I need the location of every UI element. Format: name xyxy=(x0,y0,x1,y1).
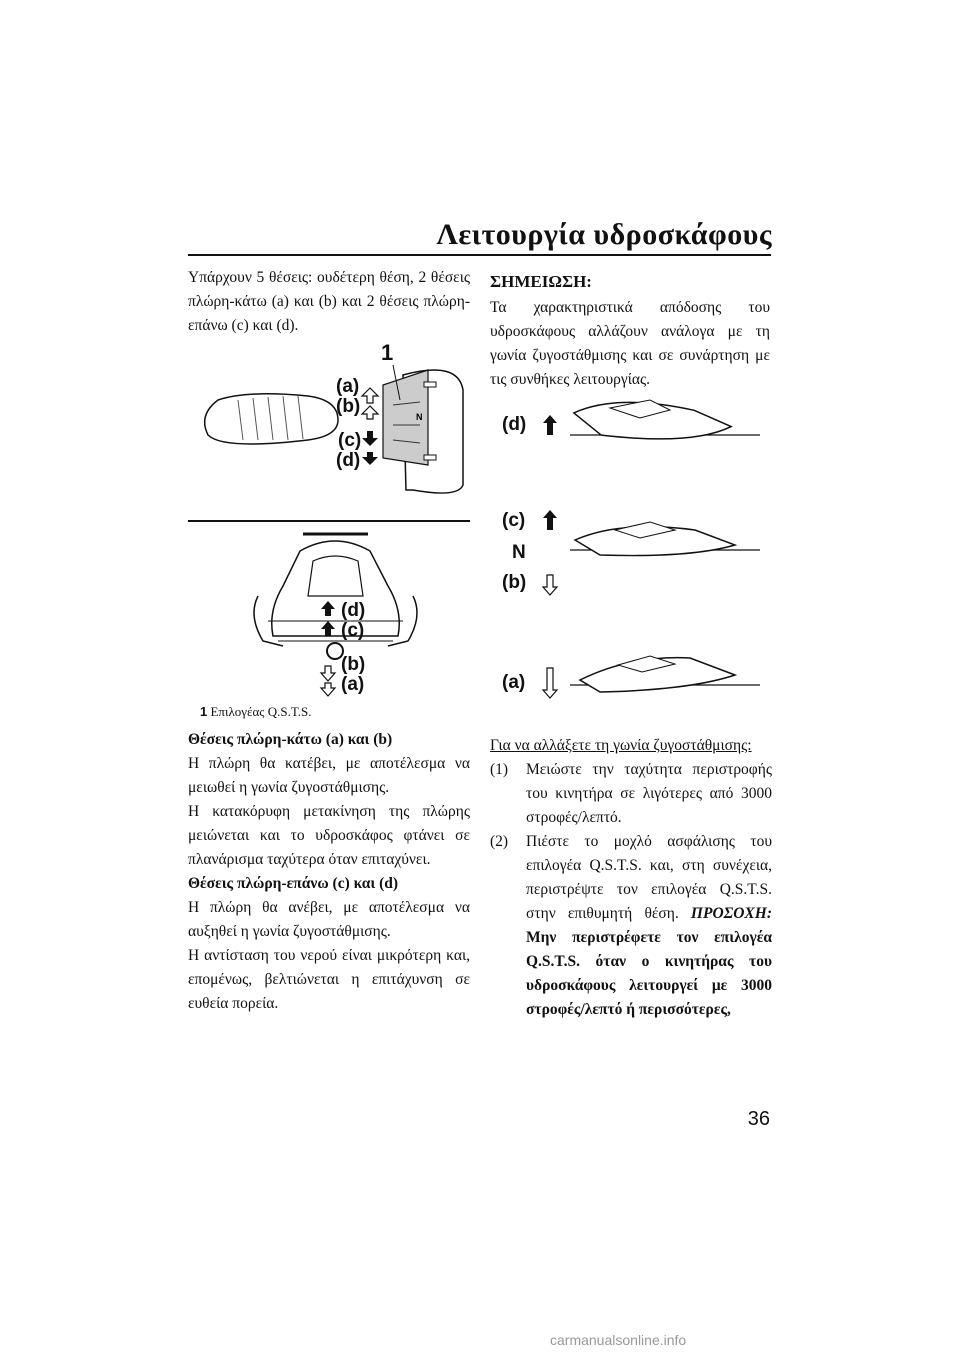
fig2-label-a: (a) xyxy=(341,674,365,695)
caption-text: Επιλογέας Q.S.T.S. xyxy=(210,704,312,719)
heading-bow-down: Θέσεις πλώρη-κάτω (a) και (b) xyxy=(188,731,393,748)
step-1-text: Μειώστε την ταχύτητα περιστροφής του κινητήρα σε λιγότερες από 3000 στροφές/λεπτό. xyxy=(526,761,772,826)
fig2-label-b: (b) xyxy=(341,654,366,675)
figure-caption xyxy=(200,704,312,720)
svg-text:N: N xyxy=(416,412,423,422)
page-header-title: Λειτουργία υδροσκάφους xyxy=(436,218,772,251)
left-body xyxy=(188,728,470,1016)
fig3-label-a: (a) xyxy=(502,672,526,693)
para-bow-up-1: Η πλώρη θα ανέβει, με αποτέλεσμα να αυξηθεί η γωνία ζυγοστάθμισης. xyxy=(188,899,470,940)
caption-number: 1 xyxy=(200,704,208,719)
intro-text: Υπάρχουν 5 θέσεις: ουδέτερη θέση, 2 θέσεις πλώρη-κάτω (a) και (b) και 2 θέσεις πλώρη-επάνω (c) και (d). xyxy=(188,269,470,334)
caution-label: ΠΡΟΣΟΧΗ: xyxy=(690,905,772,922)
note-text: Τα χαρακτηριστικά απόδοσης του υδροσκάφους αλλάζουν ανάλογα με τη γωνία ζυγοστάθμισης και σε συνάρτηση με τις συνθήκες λειτουργίας. xyxy=(490,299,770,388)
figure-top-view xyxy=(188,526,470,698)
para-bow-up-2: Η αντίσταση του νερού είναι μικρότερη και, επομένως, βελτιώνεται η επιτάχυνση σε ευθεία πορεία. xyxy=(188,947,470,1012)
para-bow-down-2: Η κατακόρυφη μετακίνηση της πλώρης μειώνεται και το υδροσκάφος φτάνει σε πλανάρισμα ταχύτερα όταν επιταχύνει. xyxy=(188,803,470,868)
fig3-label-n: N xyxy=(512,542,526,563)
step-2 xyxy=(490,830,772,1022)
instructions-block xyxy=(490,734,772,1022)
note-heading: ΣΗΜΕΙΩΣΗ: xyxy=(490,272,592,291)
fig1-label-d: (d) xyxy=(336,450,361,471)
fig3-label-c: (c) xyxy=(502,510,526,531)
howto-title: Για να αλλάξετε τη γωνία ζυγοστάθμισης: xyxy=(490,737,752,754)
fig3-label-d: (d) xyxy=(502,414,527,435)
figure-handlebar xyxy=(188,340,470,510)
step-1 xyxy=(490,758,772,830)
step-1-number: (1) xyxy=(490,761,509,778)
fig3-label-b: (b) xyxy=(502,572,527,593)
header-rule xyxy=(188,254,771,256)
fig2-label-c: (c) xyxy=(341,620,365,641)
para-bow-down-1: Η πλώρη θα κατέβει, με αποτέλεσμα να μειωθεί η γωνία ζυγοστάθμισης. xyxy=(188,755,470,796)
figure-side-views xyxy=(490,380,770,710)
fig1-label-a: (a) xyxy=(336,376,360,397)
watercraft-top-illustration xyxy=(188,526,470,698)
step-2-text: Πιέστε το μοχλό ασφάλισης του επιλογέα Q.S.T.S. και, στη συνέχεια, περιστρέψτε τον επιλογέα Q.S.T.S. στην επιθυμητή θέση. xyxy=(526,833,772,922)
caution-text: Μην περιστρέφετε τον επιλογέα Q.S.T.S. όταν ο κινητήρας του υδροσκάφους λειτουργεί με 3000 στροφές/λεπτό ή περισσότερες, xyxy=(526,929,772,1018)
figure-divider xyxy=(188,520,470,522)
page-number: 36 xyxy=(747,1108,770,1130)
step-2-number: (2) xyxy=(490,833,509,850)
handlebar-illustration xyxy=(188,340,470,510)
footer-watermark: carmanualsonline.info xyxy=(550,1332,687,1348)
figure-callout-1: 1 xyxy=(381,340,394,365)
fig1-label-b: (b) xyxy=(336,396,361,417)
heading-bow-up: Θέσεις πλώρη-επάνω (c) και (d) xyxy=(188,875,399,892)
fig1-label-c: (c) xyxy=(338,430,362,451)
watercraft-side-illustrations xyxy=(490,380,770,710)
fig2-label-d: (d) xyxy=(341,600,366,621)
note-block xyxy=(490,270,770,392)
